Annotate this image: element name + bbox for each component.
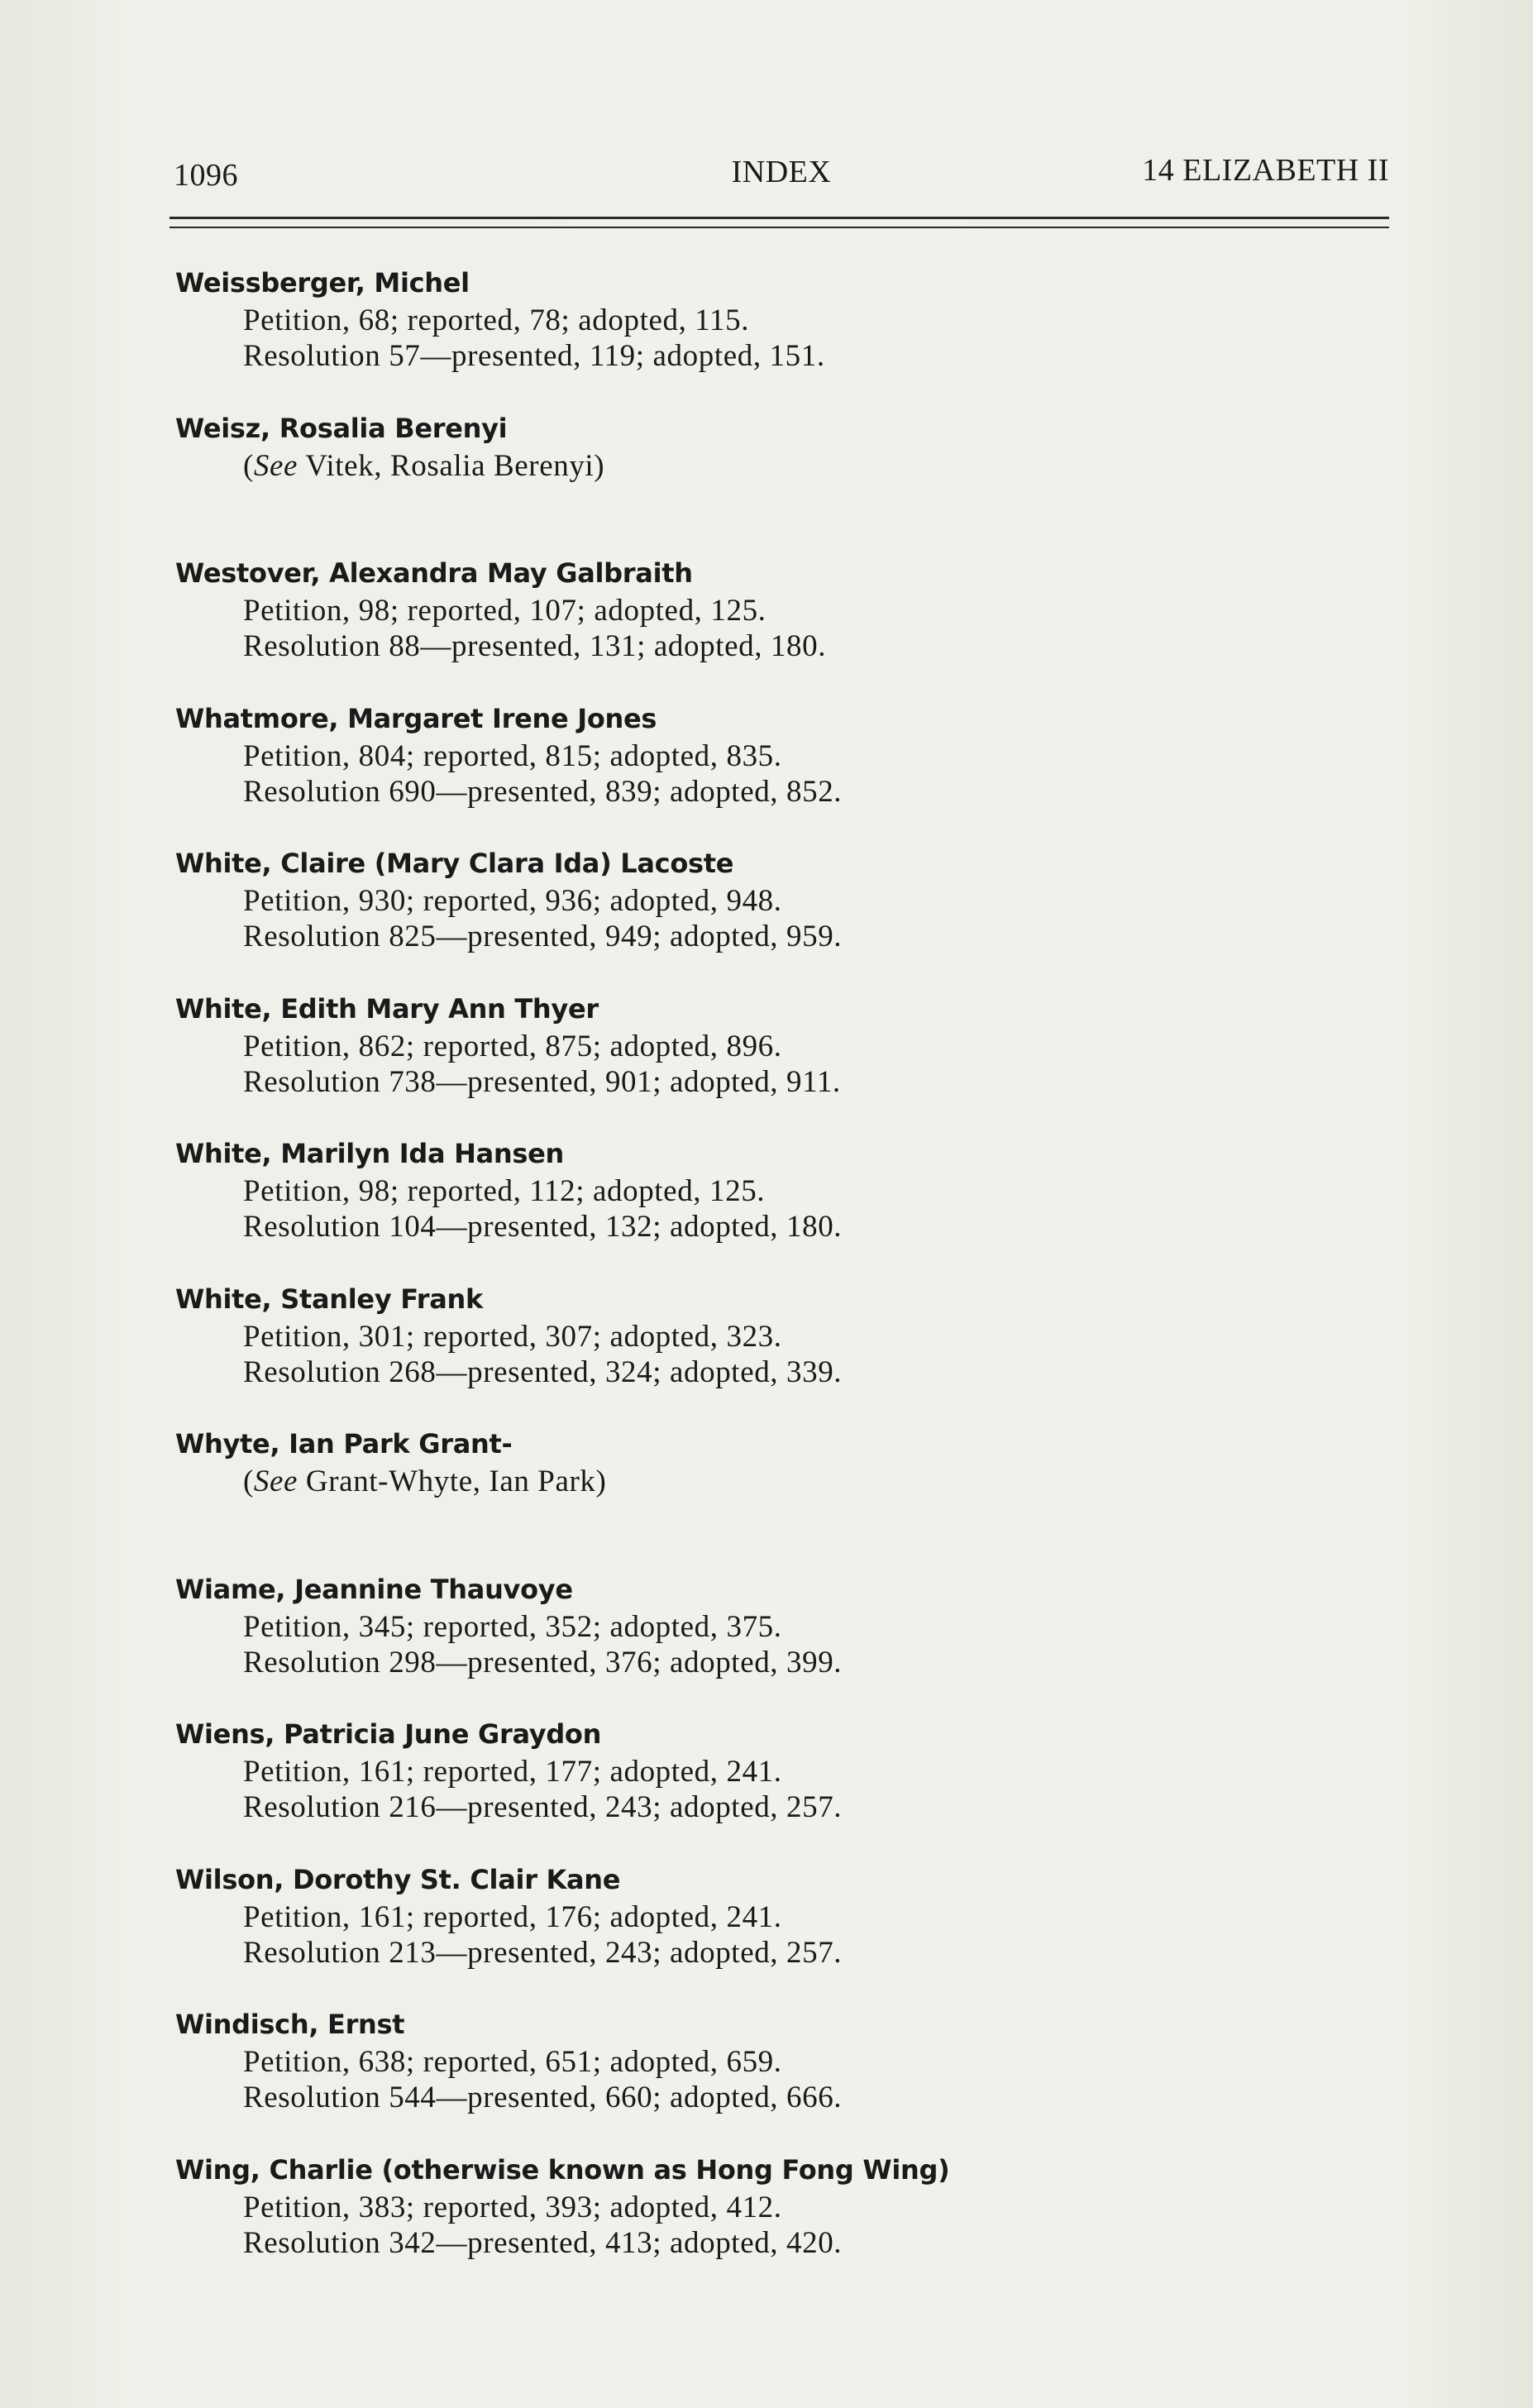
- page-title: INDEX: [731, 155, 832, 189]
- entry-name: Windisch, Ernst: [175, 2009, 405, 2040]
- index-entry: [175, 1860, 1383, 2005]
- entry-name: Weisz, Rosalia Berenyi: [175, 412, 508, 444]
- index-entry: [175, 1279, 1383, 1425]
- entry-name: Wiame, Jeannine Thauvoye: [175, 1573, 573, 1605]
- resolution-line: Resolution 738—presented, 901; adopted, 911.: [243, 1064, 841, 1099]
- page-number: 1096: [174, 158, 238, 193]
- index-entry: [175, 408, 1383, 554]
- index-entry: [175, 843, 1383, 989]
- resolution-line: Resolution 690—presented, 839; adopted, 852.: [243, 774, 843, 809]
- petition-line: Petition, 98; reported, 107; adopted, 125.: [243, 594, 766, 628]
- petition-line: Petition, 345; reported, 352; adopted, 375.: [243, 1609, 782, 1644]
- see-word: See: [253, 1464, 298, 1498]
- petition-line: Petition, 161; reported, 176; adopted, 241.: [243, 1899, 782, 1934]
- page-header: [174, 147, 1389, 197]
- reign-label: 14 ELIZABETH II: [1142, 153, 1389, 188]
- entry-name: White, Stanley Frank: [175, 1283, 483, 1315]
- petition-line: Petition, 161; reported, 177; adopted, 241.: [243, 1755, 782, 1789]
- see-word: See: [253, 448, 298, 483]
- entry-name: Whyte, Ian Park Grant-: [175, 1428, 513, 1460]
- header-rule-top: [170, 217, 1389, 219]
- petition-line: Petition, 383; reported, 393; adopted, 412.: [243, 2190, 782, 2224]
- see-prefix: (: [243, 448, 254, 483]
- petition-line: Petition, 804; reported, 815; adopted, 835.: [243, 738, 782, 773]
- resolution-line: Resolution 104—presented, 132; adopted, 180.: [243, 1210, 843, 1244]
- entry-name: Westover, Alexandra May Galbraith: [175, 557, 693, 589]
- petition-line: Petition, 930; reported, 936; adopted, 948.: [243, 884, 782, 918]
- index-entry: [175, 1424, 1383, 1570]
- resolution-line: Resolution 342—presented, 413; adopted, 420.: [243, 2225, 843, 2260]
- entry-name: Wilson, Dorothy St. Clair Kane: [175, 1863, 621, 1895]
- entry-name: Wing, Charlie (otherwise known as Hong Fong Wing): [175, 2153, 950, 2186]
- resolution-line: Resolution 88—presented, 131; adopted, 180.: [243, 629, 827, 663]
- resolution-line: Resolution 268—presented, 324; adopted, 339.: [243, 1354, 843, 1389]
- index-entry: [175, 699, 1383, 844]
- petition-line: Petition, 638; reported, 651; adopted, 659.: [243, 2045, 782, 2079]
- petition-line: Petition, 98; reported, 112; adopted, 125.: [243, 1174, 766, 1208]
- see-reference-line: [175, 448, 1383, 484]
- petition-line: Petition, 68; reported, 78; adopted, 115.: [243, 303, 750, 337]
- entry-name: Weissberger, Michel: [175, 267, 470, 299]
- index-entry: [175, 989, 1383, 1135]
- index-entry: [175, 1134, 1383, 1279]
- index-entry: [175, 1714, 1383, 1860]
- index-entries: [175, 263, 1383, 2295]
- entry-name: White, Claire (Mary Clara Ida) Lacoste: [175, 848, 734, 879]
- entry-name: White, Marilyn Ida Hansen: [175, 1138, 565, 1169]
- resolution-line: Resolution 825—presented, 949; adopted, 959.: [243, 920, 843, 953]
- entry-name: White, Edith Mary Ann Thyer: [175, 992, 599, 1025]
- see-prefix: (: [243, 1464, 254, 1498]
- index-entry: [175, 1570, 1383, 1715]
- petition-line: Petition, 862; reported, 875; adopted, 896.: [243, 1029, 782, 1063]
- petition-line: Petition, 301; reported, 307; adopted, 323.: [243, 1319, 782, 1354]
- index-entry: [175, 2150, 1383, 2296]
- entry-name: Whatmore, Margaret Irene Jones: [175, 702, 657, 734]
- resolution-line: Resolution 216—presented, 243; adopted, 257.: [243, 1790, 843, 1824]
- see-target: Vitek, Rosalia Berenyi): [298, 448, 605, 483]
- see-target: Grant-Whyte, Ian Park): [298, 1464, 607, 1498]
- index-entry: [175, 553, 1383, 699]
- resolution-line: Resolution 298—presented, 376; adopted, 399.: [243, 1645, 843, 1679]
- resolution-line: Resolution 544—presented, 660; adopted, 666.: [243, 2081, 843, 2114]
- entry-name: Wiens, Patricia June Graydon: [175, 1718, 602, 1750]
- see-reference-line: [175, 1464, 1383, 1499]
- resolution-line: Resolution 57—presented, 119; adopted, 151.: [243, 339, 825, 373]
- resolution-line: Resolution 213—presented, 243; adopted, 257.: [243, 1935, 843, 1970]
- header-rule-bottom: [170, 227, 1389, 228]
- index-entry: [175, 2004, 1383, 2150]
- index-entry: [175, 263, 1383, 408]
